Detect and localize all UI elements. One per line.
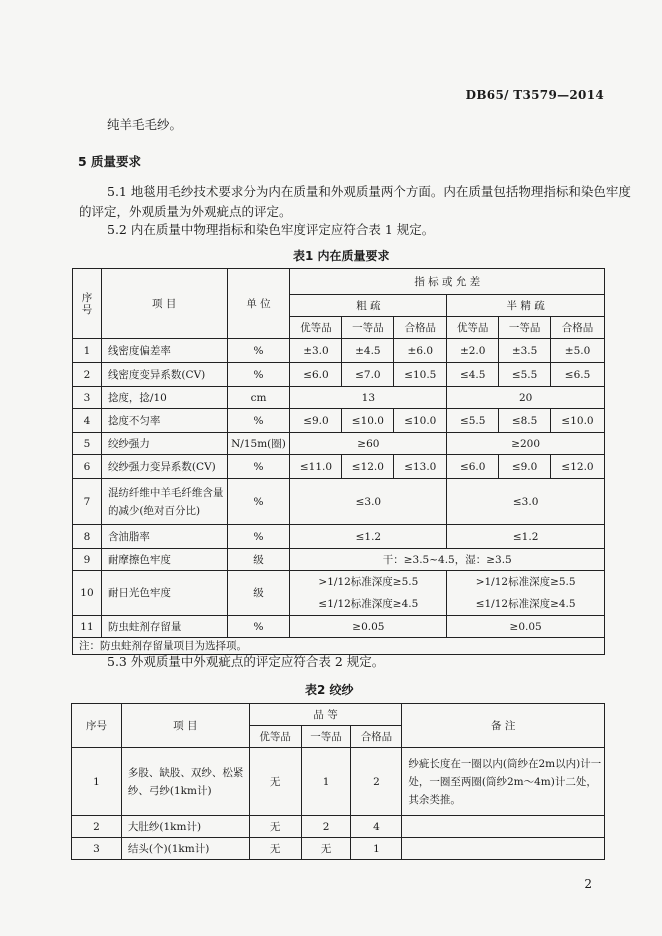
row-value-semi: ≥0.05 <box>447 616 605 638</box>
row-item: 混纺纤维中羊毛纤维含量的减少(绝对百分比) <box>101 479 227 525</box>
table-row <box>73 387 605 409</box>
row-item: 耐摩擦色牢度 <box>101 549 227 571</box>
table1-grade: 优等品 <box>447 317 499 339</box>
row-no: 10 <box>73 571 102 616</box>
row-unit: % <box>227 479 290 525</box>
row-no: 3 <box>72 838 122 860</box>
row-unit: 级 <box>227 571 290 616</box>
row-value: ≤6.0 <box>290 363 342 387</box>
para-5-1-line2: 的评定，外观质量为外观疵点的评定。 <box>79 204 292 219</box>
row-value: 无 <box>249 816 301 838</box>
row-unit: N/15m(圈) <box>227 433 290 455</box>
table2-grade: 优等品 <box>249 726 301 748</box>
row-item: 耐日光色牢度 <box>101 571 227 616</box>
table2 <box>71 703 605 860</box>
row-no: 3 <box>73 387 102 409</box>
table2-grade: 合格品 <box>351 726 402 748</box>
row-value: ≤10.0 <box>551 409 605 433</box>
row-value-semi: ≤1.2 <box>447 525 605 549</box>
row-note <box>402 816 605 838</box>
row-item: 绞纱强力 <box>101 433 227 455</box>
row-value: ≤10.0 <box>394 409 447 433</box>
row-value: ±2.0 <box>447 339 499 363</box>
table-row <box>72 838 605 860</box>
table2-header-seq: 序号 <box>72 704 122 748</box>
row-no: 1 <box>73 339 102 363</box>
table1-header-seq: 序 号 <box>73 269 102 339</box>
row-value-semi-2: ≤1/12标准深度≥4.5 <box>447 594 605 616</box>
row-note: 纱疵长度在一圈以内(筒纱在2m以内)计一处，一圈至两圈(筒纱2m～4m)计二处，其余类推。 <box>402 748 605 816</box>
row-value: ≤13.0 <box>394 455 447 479</box>
table-row <box>73 571 605 594</box>
table-row <box>73 409 605 433</box>
row-no: 1 <box>72 748 122 816</box>
section-5-title: 5 质量要求 <box>78 154 142 169</box>
row-value: ±4.5 <box>342 339 394 363</box>
row-item: 多股、缺股、双纱、松紧纱、弓纱(1km计) <box>121 748 249 816</box>
row-value-semi: 20 <box>447 387 605 409</box>
row-value-coarse: ≤3.0 <box>290 479 447 525</box>
table2-grade: 一等品 <box>301 726 351 748</box>
table2-caption: 表2 绞纱 <box>305 683 354 697</box>
row-value: ≤5.5 <box>499 363 551 387</box>
row-value: ≤9.0 <box>499 455 551 479</box>
table-row <box>73 549 605 571</box>
row-value: 1 <box>351 838 402 860</box>
row-value: 无 <box>249 748 301 816</box>
table1-grade: 一等品 <box>499 317 551 339</box>
table2-header-note: 备 注 <box>402 704 605 748</box>
row-note <box>402 838 605 860</box>
row-no: 6 <box>73 455 102 479</box>
row-item: 结头(个)(1km计) <box>121 838 249 860</box>
row-no: 8 <box>73 525 102 549</box>
row-item: 线密度变异系数(CV) <box>101 363 227 387</box>
row-item: 捻度，捻/10 <box>101 387 227 409</box>
table1-grade: 合格品 <box>551 317 605 339</box>
row-value: ≤10.5 <box>394 363 447 387</box>
table2-header-item: 项 目 <box>121 704 249 748</box>
para-5-2: 5.2 内在质量中物理指标和染色牢度评定应符合表 1 规定。 <box>107 222 435 237</box>
row-value: ≤6.5 <box>551 363 605 387</box>
row-item: 捻度不匀率 <box>101 409 227 433</box>
row-value: ≤12.0 <box>551 455 605 479</box>
row-value-coarse-2: ≤1/12标准深度≥4.5 <box>290 594 447 616</box>
row-unit: % <box>227 616 290 638</box>
row-unit: % <box>227 525 290 549</box>
row-item: 含油脂率 <box>101 525 227 549</box>
row-no: 2 <box>72 816 122 838</box>
row-no: 7 <box>73 479 102 525</box>
table-row <box>73 479 605 525</box>
row-value: ≤11.0 <box>290 455 342 479</box>
row-value-all: 干：≥3.5~4.5，湿：≥3.5 <box>290 549 605 571</box>
table1-grade: 合格品 <box>394 317 447 339</box>
row-value-semi-1: >1/12标准深度≥5.5 <box>447 571 605 594</box>
row-unit: % <box>227 339 290 363</box>
row-unit: cm <box>227 387 290 409</box>
row-value: 2 <box>351 748 402 816</box>
row-no: 4 <box>73 409 102 433</box>
table-row <box>72 748 605 816</box>
row-value-semi: ≤3.0 <box>447 479 605 525</box>
row-value: ≤6.0 <box>447 455 499 479</box>
table1-header-unit: 单 位 <box>227 269 290 339</box>
row-value: ≤10.0 <box>342 409 394 433</box>
table1 <box>72 268 605 655</box>
table1-header-semi: 半 精 疏 <box>447 295 605 317</box>
row-item: 绞纱强力变异系数(CV) <box>101 455 227 479</box>
table-row <box>72 816 605 838</box>
table1-header-index: 指 标 或 允 差 <box>290 269 605 295</box>
table1-note: 注：防虫蛀剂存留量项目为选择项。 <box>73 638 605 655</box>
row-value: 1 <box>301 748 351 816</box>
row-item: 防虫蛀剂存留量 <box>101 616 227 638</box>
row-item: 线密度偏差率 <box>101 339 227 363</box>
row-value: ±5.0 <box>551 339 605 363</box>
row-no: 2 <box>73 363 102 387</box>
row-value: ≤9.0 <box>290 409 342 433</box>
row-value: ≤8.5 <box>499 409 551 433</box>
row-unit: % <box>227 409 290 433</box>
table1-grade: 优等品 <box>290 317 342 339</box>
table2-header-grade: 品 等 <box>249 704 402 726</box>
row-no: 9 <box>73 549 102 571</box>
row-value: 无 <box>249 838 301 860</box>
table-row <box>73 455 605 479</box>
row-value-coarse-1: >1/12标准深度≥5.5 <box>290 571 447 594</box>
row-value: 4 <box>351 816 402 838</box>
table-row <box>73 363 605 387</box>
table1-grade: 一等品 <box>342 317 394 339</box>
row-value: ≤12.0 <box>342 455 394 479</box>
row-value-coarse: ≥0.05 <box>290 616 447 638</box>
row-unit: % <box>227 455 290 479</box>
table-row <box>73 616 605 638</box>
row-value: 无 <box>301 838 351 860</box>
table-row <box>73 525 605 549</box>
para-5-3: 5.3 外观质量中外观疵点的评定应符合表 2 规定。 <box>107 654 385 669</box>
para-5-1-line1: 5.1 地毯用毛纱技术要求分为内在质量和外观质量两个方面。内在质量包括物理指标和染色牢度 <box>107 184 631 199</box>
table-row <box>73 339 605 363</box>
table1-header-item: 项 目 <box>101 269 227 339</box>
table-row <box>73 433 605 455</box>
row-value-coarse: 13 <box>290 387 447 409</box>
row-value: ±6.0 <box>394 339 447 363</box>
row-value-coarse: ≥60 <box>290 433 447 455</box>
page-number: 2 <box>584 877 592 891</box>
row-value: ≤7.0 <box>342 363 394 387</box>
row-value: ≤5.5 <box>447 409 499 433</box>
row-value: ≤4.5 <box>447 363 499 387</box>
intro-line: 纯羊毛毛纱。 <box>107 117 183 132</box>
row-item: 大肚纱(1km计) <box>121 816 249 838</box>
table1-caption: 表1 内在质量要求 <box>293 249 390 263</box>
table1-header-coarse: 粗 疏 <box>290 295 447 317</box>
row-value: ±3.0 <box>290 339 342 363</box>
row-unit: 级 <box>227 549 290 571</box>
row-value-semi: ≥200 <box>447 433 605 455</box>
row-value-coarse: ≤1.2 <box>290 525 447 549</box>
doc-code-header: DB65/ T3579—2014 <box>465 88 604 102</box>
row-unit: % <box>227 363 290 387</box>
row-value: ±3.5 <box>499 339 551 363</box>
row-no: 11 <box>73 616 102 638</box>
row-value: 2 <box>301 816 351 838</box>
row-no: 5 <box>73 433 102 455</box>
